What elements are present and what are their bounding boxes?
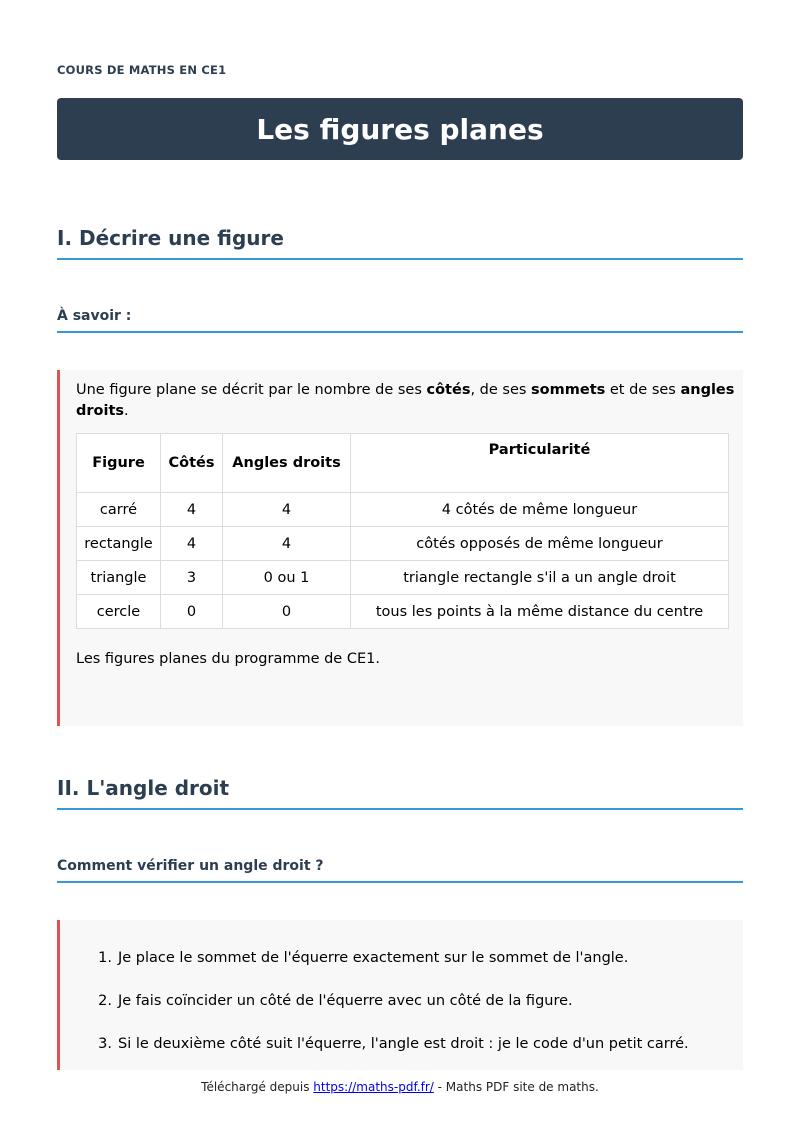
list-item (76, 1036, 689, 1079)
section-1-heading: I. Décrire une figure (57, 226, 743, 260)
cell-right-angles: 0 (223, 595, 351, 629)
section-2-subheading: Comment vérifier un angle droit ? (57, 858, 743, 883)
table-caption: Les figures planes du programme de CE1. (76, 651, 380, 667)
steps-list (76, 950, 689, 1079)
footer-prefix: Téléchargé depuis (201, 1080, 314, 1094)
course-label: COURS DE MATHS EN CE1 (57, 63, 227, 77)
intro-text-4: . (124, 403, 129, 419)
footer-link[interactable]: https://maths-pdf.fr/ (313, 1080, 434, 1094)
header-feature: Particularité (351, 434, 729, 493)
step-text: Je fais coïncider un côté de l'équerre avec un côté de la figure. (118, 993, 573, 1009)
cell-figure: carré (77, 493, 161, 527)
cell-figure: rectangle (77, 527, 161, 561)
table-row (77, 493, 729, 527)
intro-text-3: et de ses (605, 382, 681, 398)
intro-bold-vertices: sommets (531, 382, 606, 398)
intro-paragraph (76, 380, 736, 422)
table-row (77, 527, 729, 561)
step-number: 2. (98, 993, 112, 1009)
table-header-row (77, 434, 729, 493)
cell-right-angles: 0 ou 1 (223, 561, 351, 595)
step-text: Je place le sommet de l'équerre exactement sur le sommet de l'angle. (118, 950, 629, 966)
cell-feature: triangle rectangle s'il a un angle droit (351, 561, 729, 595)
section-2-heading: II. L'angle droit (57, 776, 743, 810)
intro-bold-right-angles: angles droits (76, 382, 735, 419)
header-right-angles: Angles droits (223, 434, 351, 493)
cell-figure: cercle (77, 595, 161, 629)
cell-sides: 3 (161, 561, 223, 595)
list-item (76, 993, 689, 1036)
section-1-subheading: À savoir : (57, 308, 743, 333)
step-text: Si le deuxième côté suit l'équerre, l'angle est droit : je le code d'un petit carré. (118, 1036, 689, 1052)
header-figure: Figure (77, 434, 161, 493)
table-row (77, 595, 729, 629)
page-title: Les figures planes (256, 112, 544, 146)
cell-figure: triangle (77, 561, 161, 595)
cell-feature: 4 côtés de même longueur (351, 493, 729, 527)
cell-sides: 4 (161, 527, 223, 561)
knowledge-box (57, 370, 743, 726)
figures-table (76, 433, 729, 629)
cell-sides: 4 (161, 493, 223, 527)
method-box (57, 920, 743, 1070)
footer (0, 1080, 800, 1094)
header-sides: Côtés (161, 434, 223, 493)
list-item (76, 950, 689, 993)
step-number: 1. (98, 950, 112, 966)
table-row (77, 561, 729, 595)
cell-right-angles: 4 (223, 493, 351, 527)
cell-right-angles: 4 (223, 527, 351, 561)
intro-text-1: Une figure plane se décrit par le nombre de ses (76, 382, 427, 398)
cell-feature: tous les points à la même distance du centre (351, 595, 729, 629)
intro-bold-sides: côtés (426, 382, 471, 398)
step-number: 3. (98, 1036, 112, 1052)
cell-sides: 0 (161, 595, 223, 629)
title-bar (57, 98, 743, 160)
intro-text-2: , de ses (470, 382, 532, 398)
cell-feature: côtés opposés de même longueur (351, 527, 729, 561)
footer-suffix: - Maths PDF site de maths. (433, 1080, 599, 1094)
